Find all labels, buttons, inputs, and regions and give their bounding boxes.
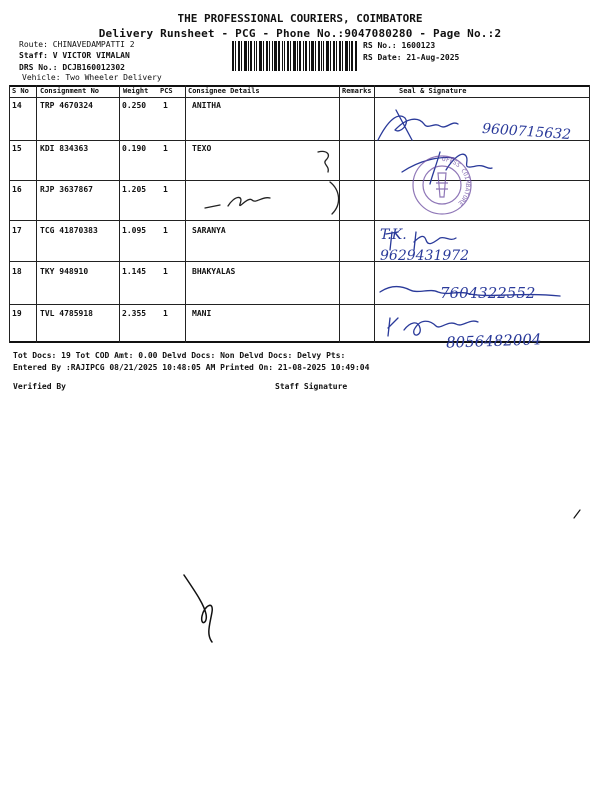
header-sno: S No <box>12 87 29 95</box>
cell-consignment: TRP 4670324 <box>40 101 93 110</box>
cell-weight: 1.145 <box>122 267 147 276</box>
cell-consignment: TKY 948910 <box>40 267 89 276</box>
staff-signature-label: Staff Signature <box>275 382 348 391</box>
cell-consignment: RJP 3637867 <box>40 185 93 194</box>
bottom-signature <box>184 575 212 642</box>
route-label: Route: CHINAVEDAMPATTI 2 <box>19 40 135 49</box>
pen-mark <box>574 510 580 518</box>
signature-scribble <box>396 110 412 140</box>
company-seal <box>410 153 474 217</box>
cell-consignment: TCG 41870383 <box>40 226 98 235</box>
header-pcs: PCS <box>160 87 173 95</box>
header-consignee: Consignee Details <box>188 87 260 95</box>
signature-scribble <box>205 205 220 208</box>
cell-consignee: SARANYA <box>192 226 226 235</box>
cell-pcs: 1 <box>163 267 168 276</box>
drs-label: DRS No.: DCJB160012302 <box>19 63 125 72</box>
svg-text:OFESS COIMBATORE <box>442 156 471 207</box>
header-remarks: Remarks <box>342 87 372 95</box>
staff-label: Staff: V VICTOR VIMALAN <box>19 51 130 60</box>
handwritten-phone-row19: 8056482004 <box>445 330 542 352</box>
cell-pcs: 1 <box>163 309 168 318</box>
rs-date: RS Date: 21-Aug-2025 <box>363 53 460 62</box>
totals-line: Tot Docs: 19 Tot COD Amt: 0.00 Delvd Docs: Non Delvd Docs: Delvy Pts: <box>13 351 346 360</box>
runsheet-title: Delivery Runsheet - PCG - Phone No.:9047080280 - Page No.:2 <box>98 27 502 40</box>
cell-pcs: 1 <box>163 101 168 110</box>
verified-by-label: Verified By <box>13 382 66 391</box>
vehicle-label: Vehicle: Two Wheeler Delivery <box>22 73 162 82</box>
cell-consignee: MANI <box>192 309 212 318</box>
cell-sno: 18 <box>12 267 22 276</box>
header-seal-signature: Seal & Signature <box>399 87 467 95</box>
cell-consignee: BHAKYALAS <box>192 267 236 276</box>
cell-pcs: 1 <box>163 185 168 194</box>
handwritten-phone-row17: 9629431972 <box>380 248 470 264</box>
signature-scribble <box>388 318 398 336</box>
handwritten-name-row17: T.K. <box>380 227 407 243</box>
signature-scribble <box>318 151 328 172</box>
signature-scribble <box>228 197 270 206</box>
seal-ring-text: OFESS COIMBATORE <box>441 155 471 207</box>
cell-weight: 2.355 <box>122 309 147 318</box>
cell-consignee: TEXO <box>192 144 212 153</box>
cell-sno: 15 <box>12 144 22 153</box>
handwritten-phone-row18: 7604322552 <box>440 284 536 302</box>
header-consignment: Consignment No <box>40 87 100 95</box>
cell-pcs: 1 <box>163 226 168 235</box>
cell-consignment: KDI 834363 <box>40 144 89 153</box>
cell-weight: 1.095 <box>122 226 147 235</box>
handwritten-phone-row14: 9600715632 <box>481 120 572 144</box>
cell-sno: 19 <box>12 309 22 318</box>
cell-weight: 1.205 <box>122 185 147 194</box>
cell-pcs: 1 <box>163 144 168 153</box>
entered-by-line: Entered By :RAJIPCG 08/21/2025 10:48:05 AM Printed On: 21-08-2025 10:49:04 <box>13 363 370 372</box>
cell-sno: 16 <box>12 185 22 194</box>
cell-sno: 17 <box>12 226 22 235</box>
cell-weight: 0.250 <box>122 101 147 110</box>
cell-weight: 0.190 <box>122 144 147 153</box>
company-title: THE PROFESSIONAL COURIERS, COIMBATORE <box>177 12 423 25</box>
cell-consignment: TVL 4785918 <box>40 309 93 318</box>
header-weight: Weight <box>123 87 149 95</box>
signature-scribble <box>378 116 458 140</box>
signature-scribble <box>330 182 339 214</box>
cell-sno: 14 <box>12 101 22 110</box>
rs-number: RS No.: 1600123 <box>363 41 436 50</box>
cell-consignee: ANITHA <box>192 101 221 110</box>
